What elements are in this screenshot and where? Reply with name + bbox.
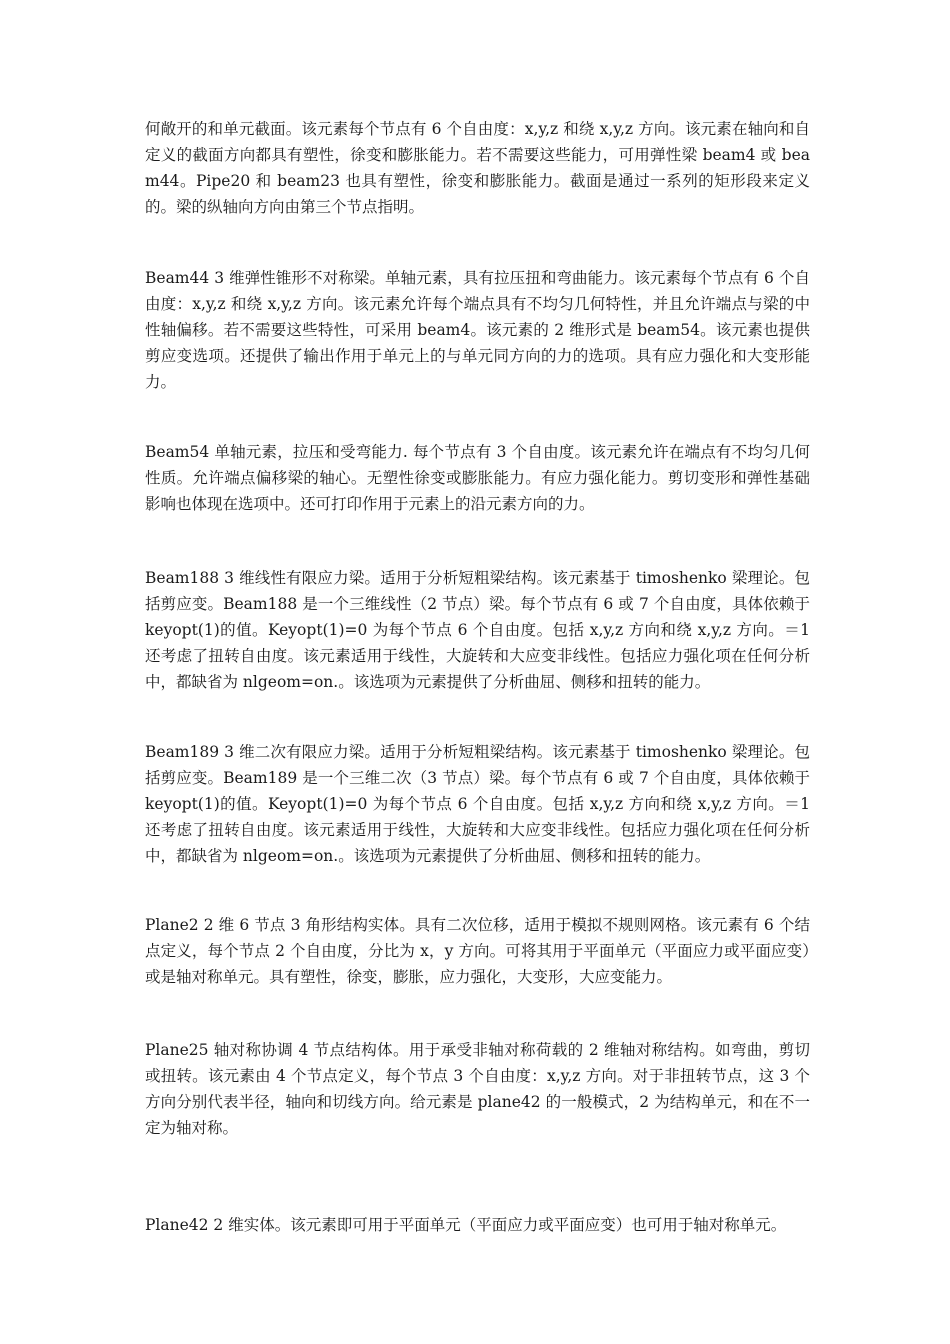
paragraph-beam54: Beam54 单轴元素，拉压和受弯能力. 每个节点有 3 个自由度。该元素允许在端点有不均匀几何性质。允许端点偏移梁的轴心。无塑性徐变或膨胀能力。有应力强化能力。剪切变形和弹性基础影响也体现在选项中。还可打印作用于元素上的沿元素方向的力。: [145, 443, 810, 513]
paragraph-beam189: Beam189 3 维二次有限应力梁。适用于分析短粗梁结构。该元素基于 timoshenko 梁理论。包括剪应变。Beam189 是一个三维二次（3 节点）梁。每个节点有 6 或 7 个自由度，具体依赖于 keyopt(1)的值。Keyopt(1)=0 为每个节点 6 个自由度。包括 x,y,z 方向和绕 x,y,z 方向。＝1 还考虑了扭转自由度。该元素适用于线性，大旋转和大应变非线性。包括应力强化项在任何分析中，都缺省为 nlgeom=on.。该选项为元素提供了分析曲屈、侧移和扭转的能力。: [145, 743, 810, 865]
paragraph-plane25: Plane25 轴对称协调 4 节点结构体。用于承受非轴对称荷载的 2 维轴对称结构。如弯曲，剪切或扭转。该元素由 4 个节点定义，每个节点 3 个自由度：x,y,z 方向。对于非扭转节点，这 3 个方向分别代表半径，轴向和切线方向。给元素是 plane42 的一般模式，2 为结构单元，和在不一定为轴对称。: [145, 1041, 810, 1137]
paragraph-beam188: Beam188 3 维线性有限应力梁。适用于分析短粗梁结构。该元素基于 timoshenko 梁理论。包括剪应变。Beam188 是一个三维线性（2 节点）梁。每个节点有 6 或 7 个自由度，具体依赖于 keyopt(1)的值。Keyopt(1)=0 为每个节点 6 个自由度。包括 x,y,z 方向和绕 x,y,z 方向。＝1 还考虑了扭转自由度。该元素适用于线性，大旋转和大应变非线性。包括应力强化项在任何分析中，都缺省为 nlgeom=on.。该选项为元素提供了分析曲屈、侧移和扭转的能力。: [145, 569, 810, 691]
paragraph-plane42: Plane42 2 维实体。该元素即可用于平面单元（平面应力或平面应变）也可用于轴对称单元。: [145, 1216, 787, 1234]
paragraph-beam-section: 何敞开的和单元截面。该元素每个节点有 6 个自由度：x,y,z 和绕 x,y,z 方向。该元素在轴向和自定义的截面方向都具有塑性，徐变和膨胀能力。若不需要这些能力，可用弹性梁 beam4 或 beam44。Pipe20 和 beam23 也具有塑性，徐变和膨胀能力。截面是通过一系列的矩形段来定义的。梁的纵轴向方向由第三个节点指明。: [145, 120, 810, 216]
paragraph-plane2: Plane2 2 维 6 节点 3 角形结构实体。具有二次位移，适用于模拟不规则网格。该元素有 6 个结点定义，每个节点 2 个自由度，分比为 x，y 方向。可将其用于平面单元（平面应力或平面应变）或是轴对称单元。具有塑性，徐变，膨胀，应力强化，大变形，大应变能力。: [145, 916, 810, 986]
paragraph-beam44: Beam44 3 维弹性锥形不对称梁。单轴元素，具有拉压扭和弯曲能力。该元素每个节点有 6 个自由度：x,y,z 和绕 x,y,z 方向。该元素允许每个端点具有不均匀几何特性，并且允许端点与梁的中性轴偏移。若不需要这些特性，可采用 beam4。该元素的 2 维形式是 beam54。该元素也提供剪应变选项。还提供了输出作用于单元上的与单元同方向的力的选项。具有应力强化和大变形能力。: [145, 269, 810, 391]
